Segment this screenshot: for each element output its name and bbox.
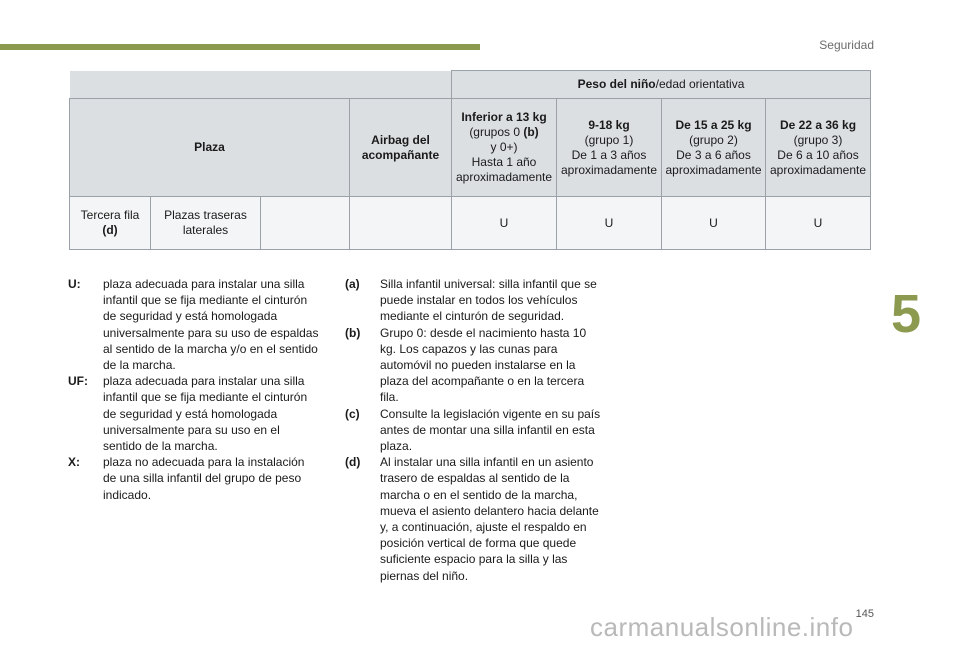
airbag-header: Airbag del acompañante: [350, 99, 452, 197]
weight-header: Peso del niño/edad orientativa: [452, 71, 871, 99]
plaza-header: Plaza: [70, 99, 350, 197]
empty-cell: [261, 197, 350, 250]
section-title: Seguridad: [819, 38, 874, 52]
table-cell: U: [452, 197, 557, 250]
list-item: (c) Consulte la legislación vigente en su país antes de montar una silla infantil en esta plaza.: [345, 406, 601, 454]
page-number: 145: [855, 608, 874, 620]
list-item: (a) Silla infantil universal: silla infantil que se puede instalar en todos los vehículos mediante el cinturón de seguridad.: [345, 277, 597, 324]
table-cell: U: [766, 197, 871, 250]
empty-cell: [350, 197, 452, 250]
group-header: De 15 a 25 kg (grupo 2) De 3 a 6 años aproximadamente: [662, 99, 766, 197]
chapter-number: 5: [891, 284, 922, 344]
row-label: Tercera fila (d): [70, 197, 151, 250]
table-row: [70, 197, 871, 250]
list-item: U: plaza adecuada para instalar una silla infantil que se fija mediante el cinturón de seguridad y está homologada universalmente para su uso de espaldas al sentido de la marcha y/o en el sentido de la marcha.: [68, 277, 319, 373]
seat-position: Plazas traseras laterales: [151, 197, 261, 250]
table-cell: U: [662, 197, 766, 250]
list-item: (b) Grupo 0: desde el nacimiento hasta 10 kg. Los capazos y las cunas para automóvil no pueden instalarse en la plaza del acompañante o en la tercera fila.: [345, 325, 587, 405]
watermark: carmanualsonline.info: [590, 612, 854, 642]
list-item: X: plaza no adecuada para la instalación de una silla infantil del grupo de peso indicado.: [68, 455, 305, 502]
group-header: Inferior a 13 kg (grupos 0 (b) y 0+) Hasta 1 año aproximadamente: [452, 99, 557, 197]
legend-notes: [68, 276, 320, 503]
list-item: UF: plaza adecuada para instalar una silla infantil que se fija mediante el cinturón de seguridad y está homologada universalmente para su uso en el sentido de la marcha.: [68, 374, 308, 454]
table-cell: U: [557, 197, 662, 250]
group-header: De 22 a 36 kg (grupo 3) De 6 a 10 años aproximadamente: [766, 99, 871, 197]
list-item: (d) Al instalar una silla infantil en un asiento trasero de espaldas al sentido de la marcha o en el sentido de la marcha, mueva el asiento delantero hacia delante y, a continuación, ajuste el respaldo en posición vertical de forma que quede suficiente espacio para la silla y las piernas del niño.: [345, 455, 599, 583]
footnotes: [345, 276, 605, 584]
header-accent-bar: [0, 44, 480, 50]
child-seat-table: [69, 70, 871, 250]
group-header: 9-18 kg (grupo 1) De 1 a 3 años aproximadamente: [557, 99, 662, 197]
